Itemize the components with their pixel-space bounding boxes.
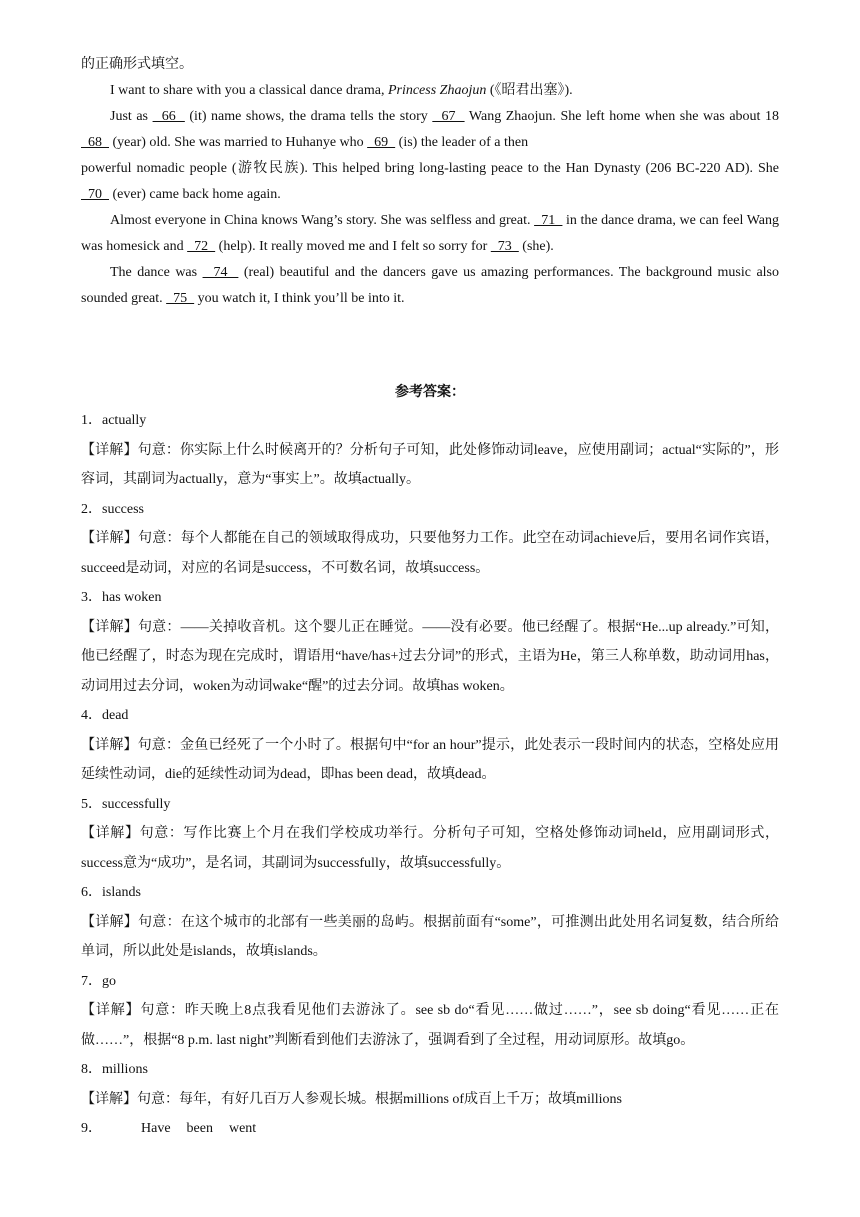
passage-paragraph-4: The dance was 74 (real) beautiful and the dancers gave us amazing performances. The background music also sounded great. 75 you watch it, I think you’ll be into it. [81,265,779,306]
answer-number: 9． [81,1121,102,1136]
answer-text: actually [102,413,147,428]
answer-text: has woken [102,590,162,605]
answer-item-8 [81,1055,779,1114]
answer-detail: 句意：写作比赛上个月在我们学校成功举行。分析句子可知，空格处修饰动词held，应用副词形式，success意为“成功”，是名词，其副词为successfully，故填successfully。 [81,826,780,871]
answer-detail: 句意：你实际上什么时候离开的？分析句子可知，此处修饰动词leave，应使用副词；actual“实际的”，形容词，其副词为actually，意为“事实上”。故填actually。 [81,442,779,487]
passage-paragraph-2-cont: powerful nomadic people (游牧民族). This helped bring long-lasting peace to the Han Dynasty (206 BC-220 AD). She 70 (ever) came back home again. [81,161,779,202]
detail-tag: 【详解】 [81,1091,137,1107]
answer-item-3 [81,583,779,701]
answer-text: successfully [102,796,171,812]
blank-71: 71 [534,213,563,228]
answer-word-3: went [228,1121,257,1136]
answer-text: go [102,973,116,989]
answer-text: millions [102,1062,148,1077]
answer-number: 7． [81,973,102,989]
answer-word-1: Have [141,1121,171,1136]
detail-tag: 【详解】 [81,737,138,753]
answer-list [81,406,779,1144]
answer-item-9 [81,1114,779,1144]
answer-detail: 句意：在这个城市的北部有一些美丽的岛屿。根据前面有“some”，可推测出此处用名词复数，结合所给单词，所以此处是islands，故填islands。 [81,914,779,959]
answer-text: dead [102,708,129,723]
answer-item-6 [81,878,779,967]
answer-number: 4． [81,708,102,723]
blank-68: 68 [81,135,109,150]
answer-number: 5． [81,796,102,812]
answer-number: 6． [81,885,102,900]
blank-74: 74 [202,265,239,280]
drama-title: Princess Zhaojun [387,83,487,98]
passage-paragraph-3: Almost everyone in China knows Wang’s story. She was selfless and great. 71 in the dance drama, we can feel Wang was homesick and 72 (help). It really moved me and I felt so sorry for 73 (she). [81,213,780,254]
answers-title: 参考答案： [395,385,465,400]
answer-number: 1． [81,413,102,428]
answer-detail: 句意：昨天晚上8点我看见他们去游泳了。see sb do“看见……做过……”，see sb doing“看见……正在做……”，根据“8 p.m. last night”判断看到他们去游泳了，强调看到了全过程，用动词原形。故填go。 [81,1003,779,1048]
detail-tag: 【详解】 [81,914,139,930]
answer-detail: 句意：金鱼已经死了一个小时了。根据句中“for an hour”提示，此处表示一段时间内的状态，空格处应用延续性动词，die的延续性动词为dead，即has been dead，故填dead。 [81,737,779,782]
answer-item-4 [81,701,779,790]
detail-tag: 【详解】 [81,1003,141,1018]
blank-75: 75 [166,291,195,306]
answer-item-5 [81,790,779,879]
answer-detail: 句意：每年，有好几百万人参观长城。根据millions of成百上千万；故填millions [137,1091,622,1107]
passage-paragraph-1: I want to share with you a classical dance drama, Princess Zhaojun (《昭君出塞》). [110,83,573,98]
blank-70: 70 [81,187,109,202]
answer-word-2: been [186,1121,213,1136]
detail-tag: 【详解】 [81,619,138,635]
answer-item-1 [81,406,779,495]
blank-73: 73 [490,239,519,254]
detail-tag: 【详解】 [81,442,138,458]
detail-tag: 【详解】 [81,531,138,546]
passage-paragraph-2: Just as 66 (it) name shows, the drama tells the story 67 Wang Zhaojun. She left home when she was about 18 68 (year) old. She was married to Huhanye who 69 (is) the leader of a then [81,109,780,150]
blank-72: 72 [187,239,216,254]
detail-tag: 【详解】 [81,826,140,841]
answer-item-2 [81,495,779,584]
blank-67: 67 [432,109,465,124]
answer-detail: 句意：——关掉收音机。这个婴儿正在睡觉。——没有必要。他已经醒了。根据“He...up already.”可知，他已经醒了，时态为现在完成时，谓语用“have/has+过去分词”的形式，主语为He，第三人称单数，助动词用has，动词用过去分词，woken为动词wake“醒”的过去分词。故填has woken。 [81,619,780,694]
answer-text: islands [102,885,141,900]
answer-detail: 句意：每个人都能在自己的领域取得成功，只要他努力工作。此空在动词achieve后，要用名词作宾语，succeed是动词，对应的名词是success，不可数名词，故填success。 [81,531,779,576]
intro-tail: 的正确形式填空。 [81,57,193,72]
answer-item-7 [81,967,779,1056]
blank-69: 69 [367,135,396,150]
blank-66: 66 [152,109,185,124]
section-gap [81,312,779,380]
document-page [81,52,779,1144]
answer-number: 3． [81,590,102,605]
answer-text: success [102,501,144,517]
answer-number: 2． [81,501,102,517]
answer-number: 8． [81,1062,102,1077]
